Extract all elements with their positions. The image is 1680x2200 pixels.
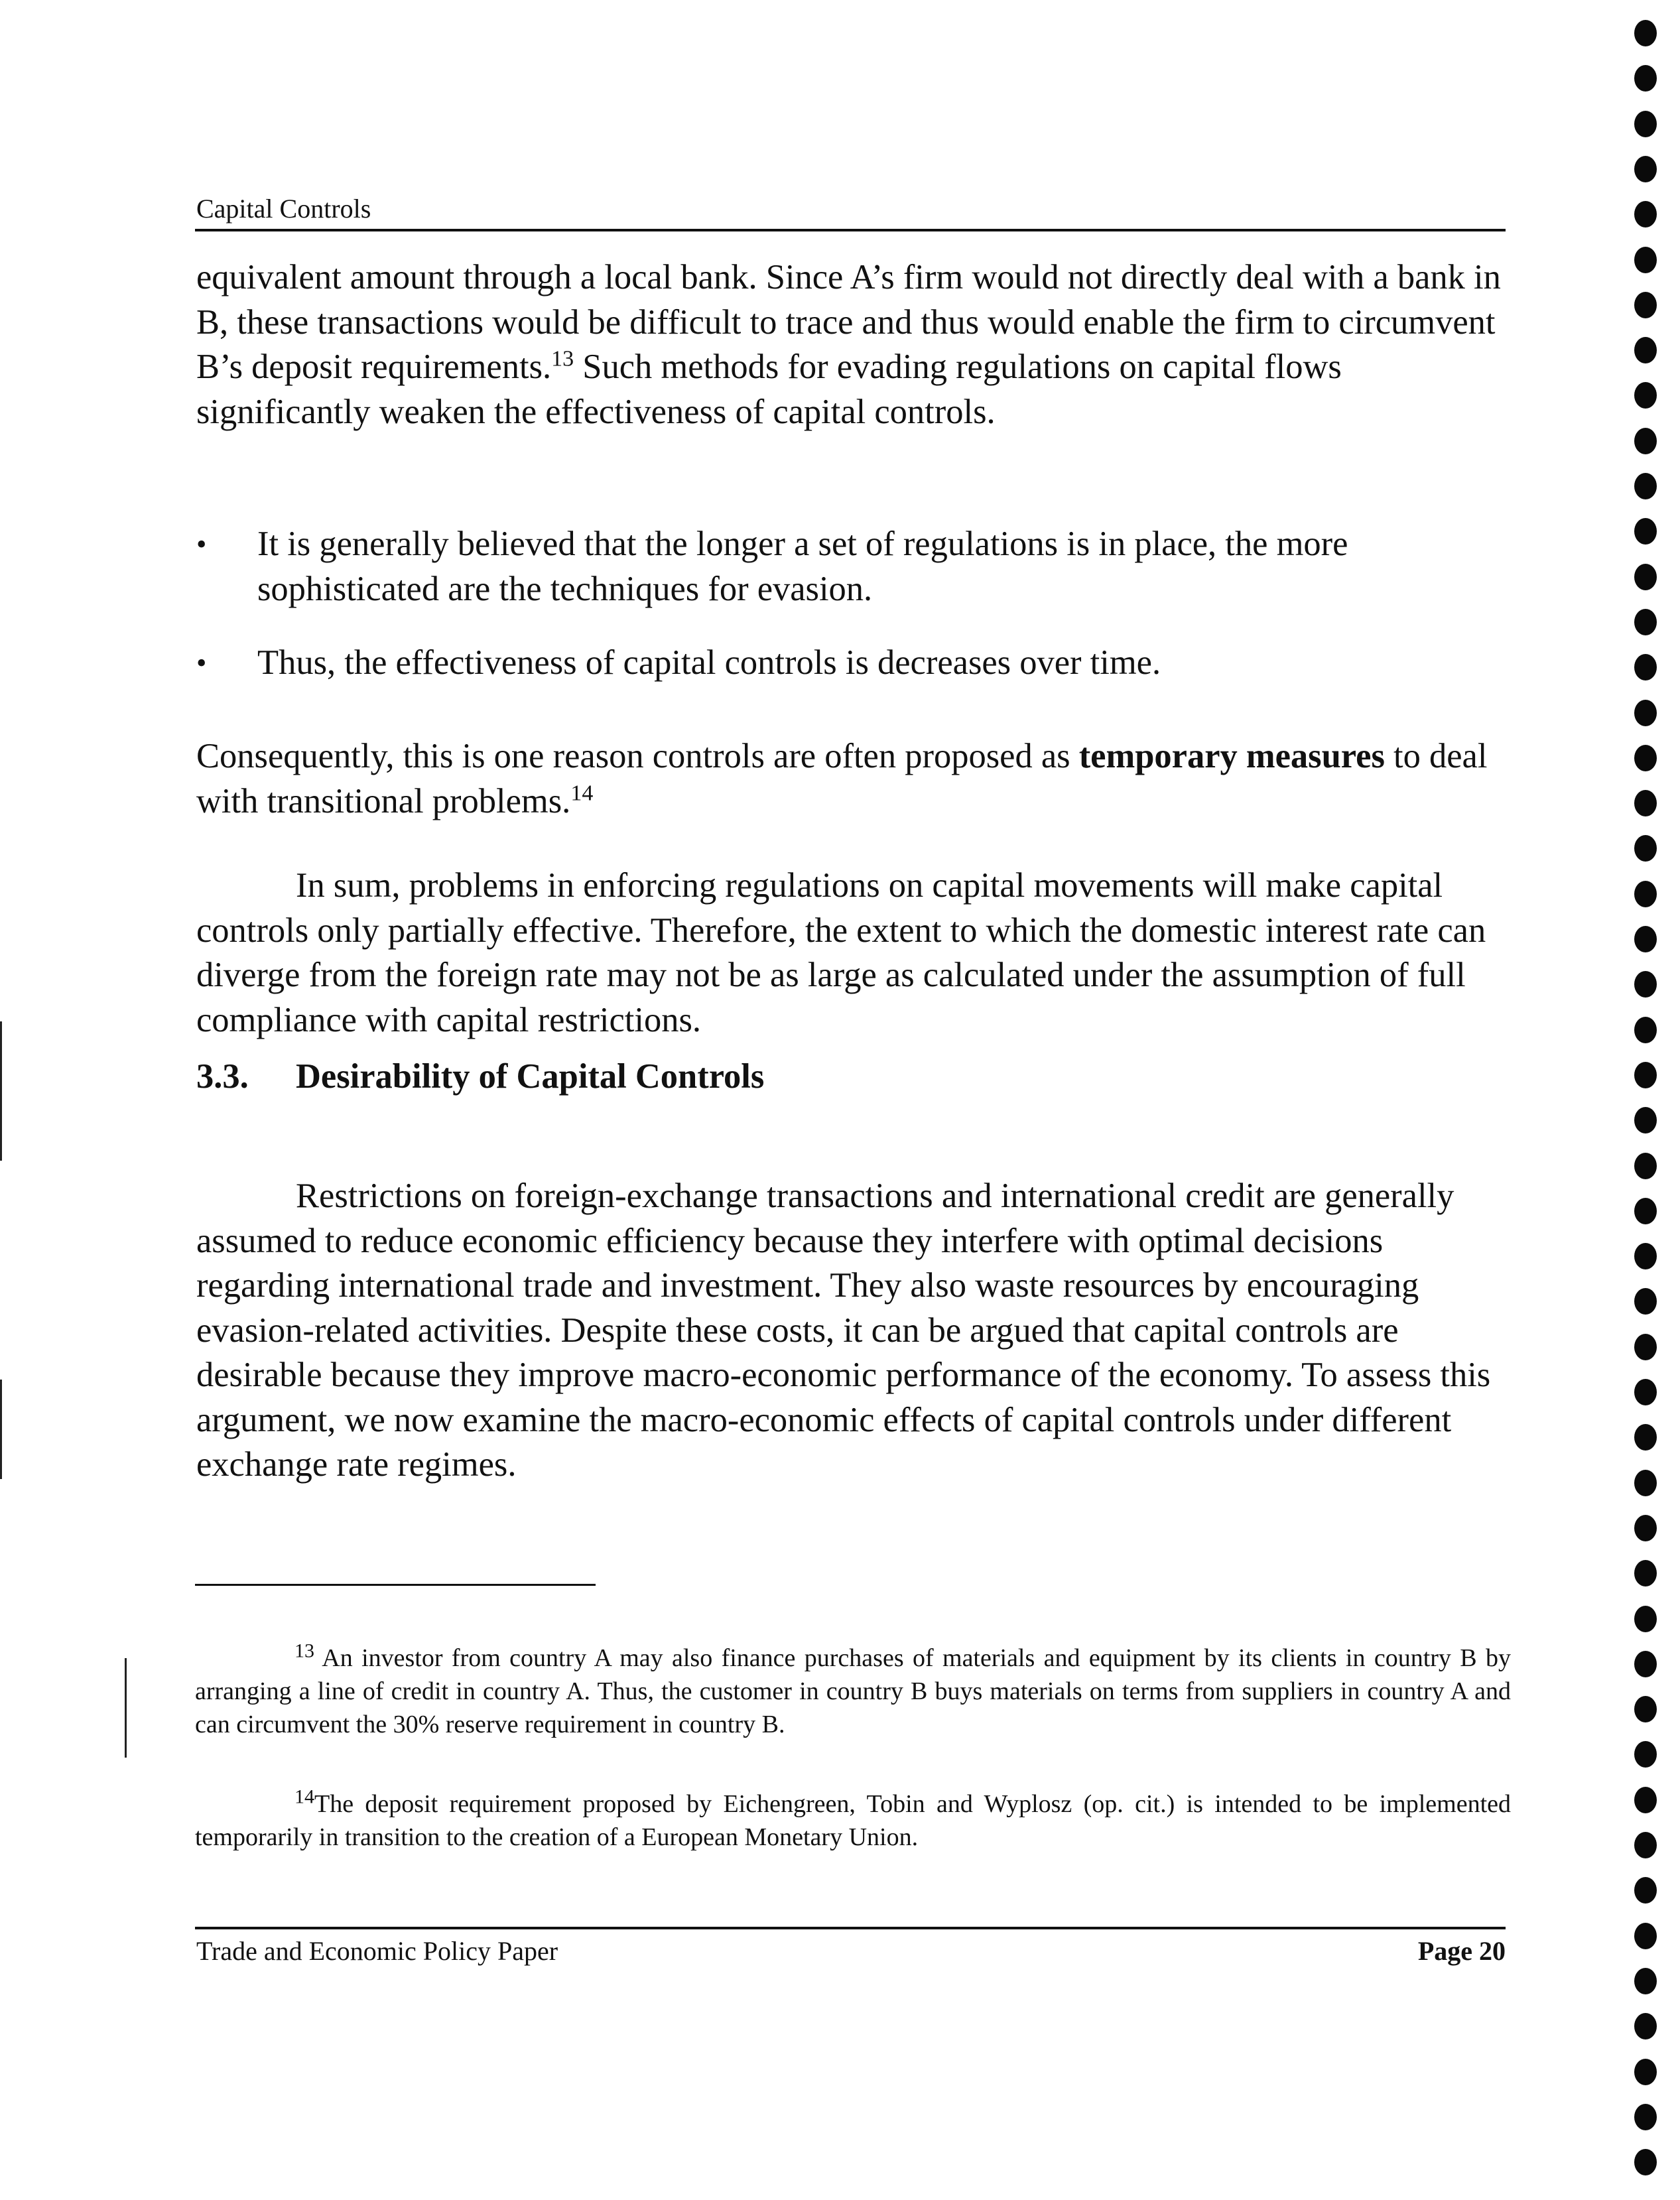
binder-hole-icon xyxy=(1634,700,1657,726)
binder-hole-icon xyxy=(1634,201,1657,227)
binder-hole-icon xyxy=(1634,292,1657,318)
footnote xyxy=(195,1642,1511,1741)
bullet-item xyxy=(196,522,1510,612)
binder-hole-icon xyxy=(1634,971,1657,998)
binder-hole-icon xyxy=(1634,1198,1657,1224)
paragraph-text: to deal with transitional problems. xyxy=(196,737,1488,820)
header-rule xyxy=(195,229,1506,231)
bullet-icon: • xyxy=(196,528,207,560)
paragraph-text: equivalent amount through a local bank. Since A’s firm would not directly deal with a bank in B, these transactions would be difficult to trace and thus would enable the firm to circumvent B’s deposit requirements. xyxy=(196,258,1501,386)
footnote-ref[interactable]: 14 xyxy=(570,781,594,805)
binder-hole-icon xyxy=(1634,1424,1657,1451)
emphasis-text: temporary measures xyxy=(1078,737,1385,775)
footnote-rule xyxy=(195,1584,596,1586)
binder-hole-icon xyxy=(1634,337,1657,363)
binder-hole-icon xyxy=(1634,609,1657,635)
paragraph xyxy=(196,734,1510,824)
binder-hole-icon xyxy=(1634,247,1657,273)
scan-mark xyxy=(0,1021,2,1161)
binder-hole-icon xyxy=(1634,881,1657,907)
binder-hole-icon xyxy=(1634,790,1657,816)
section-heading xyxy=(196,1055,764,1100)
binder-hole-icon xyxy=(1634,1560,1657,1586)
binder-hole-icon xyxy=(1634,654,1657,680)
footer-rule xyxy=(195,1927,1506,1929)
binder-hole-icon xyxy=(1634,1153,1657,1179)
bullet-icon: • xyxy=(196,647,207,679)
binder-hole-icon xyxy=(1634,156,1657,182)
binder-hole-icon xyxy=(1634,473,1657,499)
bullet-item xyxy=(196,641,1510,686)
binder-hole-icon xyxy=(1634,65,1657,92)
paragraph-text: Such methods for evading regulations on capital flows significantly weaken the effectiveness of capital controls. xyxy=(196,348,1342,431)
bullet-list xyxy=(196,522,1510,715)
binder-hole-icon xyxy=(1634,1334,1657,1360)
binder-hole-icon xyxy=(1634,1470,1657,1496)
binder-hole-icon xyxy=(1634,1288,1657,1315)
binder-hole-icon xyxy=(1634,926,1657,952)
footnote-number: 14 xyxy=(294,1785,314,1808)
binder-hole-icon xyxy=(1634,1923,1657,1949)
binder-hole-icon xyxy=(1634,1017,1657,1043)
binder-hole-icon xyxy=(1634,1515,1657,1541)
section-number: 3.3. xyxy=(196,1057,249,1096)
footnote-number: 13 xyxy=(294,1640,314,1662)
footnote xyxy=(195,1787,1511,1854)
binder-hole-icon xyxy=(1634,111,1657,137)
footnote-text: An investor from country A may also finance purchases of materials and equipment by its clients in country B by arranging a line of credit in country A. Thus, the customer in country B buys materials on terms from suppliers in country A and can circumvent the 30% reserve requirement in country B. xyxy=(195,1644,1511,1738)
binder-hole-icon xyxy=(1634,1877,1657,1904)
binder-hole-icon xyxy=(1634,1651,1657,1677)
binder-hole-icon xyxy=(1634,2013,1657,2039)
binder-hole-icon xyxy=(1634,1379,1657,1405)
binder-hole-icon xyxy=(1634,1243,1657,1269)
binder-hole-icon xyxy=(1634,1107,1657,1133)
running-header: Capital Controls xyxy=(196,194,371,224)
paragraph-text: Consequently, this is one reason controls are often proposed as xyxy=(196,737,1079,775)
binder-hole-icon xyxy=(1634,382,1657,409)
footer-title: Trade and Economic Policy Paper xyxy=(196,1936,558,1966)
binder-hole-icon xyxy=(1634,1606,1657,1632)
binder-hole-icon xyxy=(1634,1832,1657,1858)
binder-holes xyxy=(1632,0,1680,2200)
scan-mark xyxy=(0,1380,2,1479)
binder-hole-icon xyxy=(1634,564,1657,590)
paragraph: In sum, problems in enforcing regulations on capital movements will make capital controls only partially effective. Therefore, the extent to which the domestic interest rate can diverge from the foreign rate may not be as large as calculated under the assumption of full compliance with capital restrictions. xyxy=(196,866,1486,1039)
binder-hole-icon xyxy=(1634,2059,1657,2085)
paragraph xyxy=(196,255,1510,434)
binder-hole-icon xyxy=(1634,1696,1657,1722)
bullet-text: It is generally believed that the longer a set of regulations is in place, the more sophisticated are the techniques for evasion. xyxy=(257,525,1348,608)
page-number: Page 20 xyxy=(1417,1936,1506,1966)
binder-hole-icon xyxy=(1634,2104,1657,2130)
binder-hole-icon xyxy=(1634,745,1657,771)
binder-hole-icon xyxy=(1634,2149,1657,2175)
scan-mark xyxy=(125,1658,127,1758)
paragraph: Restrictions on foreign-exchange transactions and international credit are generally assumed to reduce economic efficiency because they interfere with optimal decisions regarding international trade and investment. They also waste resources by encouraging evasion-related activities. Despite these costs, it can be argued that capital controls are desirable because they improve macro-economic performance of the economy. To assess this argument, we now examine the macro-economic effects of capital controls under different exchange rate regimes. xyxy=(196,1177,1491,1484)
binder-hole-icon xyxy=(1634,1741,1657,1768)
footnote-ref[interactable]: 13 xyxy=(551,346,574,371)
bullet-text: Thus, the effectiveness of capital controls is decreases over time. xyxy=(257,643,1161,682)
section-title: Desirability of Capital Controls xyxy=(296,1057,765,1096)
footnote-text: The deposit requirement proposed by Eichengreen, Tobin and Wyplosz (op. cit.) is intended to be implemented temporarily in transition to the creation of a European Monetary Union. xyxy=(195,1790,1511,1851)
binder-hole-icon xyxy=(1634,518,1657,545)
binder-hole-icon xyxy=(1634,835,1657,862)
binder-hole-icon xyxy=(1634,20,1657,46)
binder-hole-icon xyxy=(1634,1062,1657,1088)
binder-hole-icon xyxy=(1634,1787,1657,1813)
binder-hole-icon xyxy=(1634,428,1657,454)
binder-hole-icon xyxy=(1634,1968,1657,1994)
